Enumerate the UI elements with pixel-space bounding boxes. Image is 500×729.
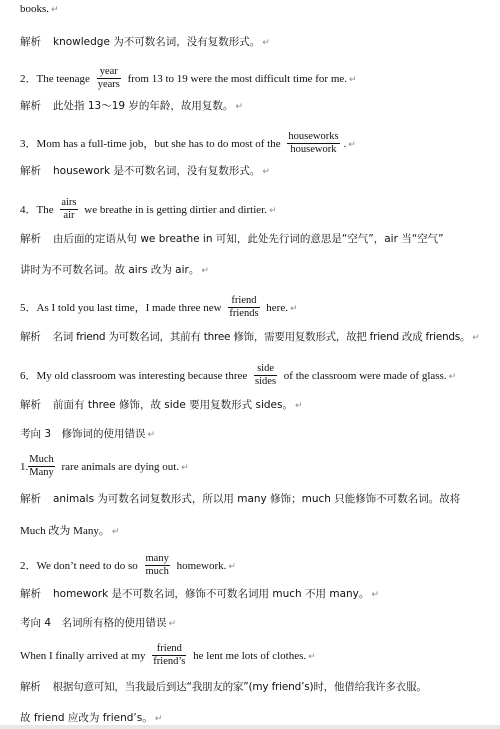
- section-heading: [20, 427, 492, 442]
- choice-correct: friends: [229, 308, 259, 319]
- choice-correct: air: [63, 210, 75, 221]
- question-text: 3．Mom has a full-time job，but she has to do most of the: [20, 138, 281, 151]
- line-text: books.: [20, 3, 50, 15]
- question-text: 2．The teenage: [20, 73, 90, 86]
- analysis-tag: 解析: [20, 36, 41, 48]
- question-text: 5．As I told you last time，I made three new: [20, 302, 222, 315]
- question-line: [20, 132, 492, 157]
- heading-text: 考向 4 名词所有格的使用错误: [20, 617, 167, 629]
- paragraph-mark-icon: ↵: [235, 102, 243, 112]
- choice-wrong: friend: [152, 643, 186, 656]
- choice-correct: much: [145, 566, 169, 577]
- line-text: 名词 friend 为可数名词，其前有 three 修饰，需要用复数形式，故把 friend 改成 friends。: [52, 331, 471, 343]
- question-text: homework.: [176, 560, 227, 573]
- line-text: 前面有 three 修饰，故 side 要用复数形式 sides。: [53, 399, 293, 411]
- question-text: we breathe in is getting dirtier and dirtier.: [84, 204, 267, 217]
- choice-correct: sides: [255, 376, 277, 387]
- question-text: .: [343, 138, 347, 151]
- line-text: housework 是不可数名词，没有复数形式。: [53, 165, 261, 177]
- analysis-tag: 解析: [20, 588, 41, 600]
- question-line: [20, 364, 492, 389]
- question-line: [20, 198, 492, 223]
- line-text: animals 为可数名词复数形式，所以用 many 修饰；much 只能修饰不可数名词。故将: [53, 493, 461, 505]
- paragraph-mark-icon: ↵: [289, 304, 298, 315]
- choice-wrong: airs: [61, 197, 77, 208]
- line-text: 此处指 13～19 岁的年龄，故用复数。: [53, 100, 234, 112]
- choice-fraction: [228, 295, 259, 320]
- analysis-line: [20, 35, 492, 50]
- choice-wrong: houseworks: [288, 131, 339, 142]
- choice-correct: friend’s: [153, 656, 186, 667]
- question-text: When I finally arrived at my: [20, 650, 146, 663]
- analysis-line: [20, 330, 492, 345]
- paragraph-mark-icon: ↵: [348, 140, 356, 151]
- question-text: from 13 to 19 were the most difficult time for me.: [127, 73, 348, 86]
- choice-fraction: [60, 197, 77, 222]
- analysis-tag: 解析: [20, 100, 41, 112]
- analysis-tag: 解析: [20, 493, 41, 505]
- paragraph-mark-icon: ↵: [111, 527, 120, 537]
- question-line: [20, 455, 492, 480]
- paragraph-mark-icon: ↵: [448, 372, 457, 383]
- choice-wrong: side: [254, 363, 277, 376]
- line-text: 讲时为不可数名词。故 airs 改为 air。: [20, 264, 200, 276]
- choice-wrong: Much: [29, 454, 54, 465]
- analysis-line: [20, 99, 492, 114]
- paragraph-mark-icon: ↵: [294, 401, 303, 411]
- question-text: of the classroom were made of glass.: [283, 370, 447, 383]
- question-text: 2．We don’t need to do so: [20, 560, 138, 573]
- choice-wrong: many: [145, 553, 169, 564]
- analysis-line: [20, 492, 492, 506]
- line-text: 故 friend 应改为 friend’s。: [20, 712, 153, 724]
- question-text: rare animals are dying out.: [61, 461, 180, 474]
- question-line: [20, 644, 492, 669]
- choice-fraction: [97, 66, 121, 91]
- question-line: [20, 67, 492, 92]
- analysis-tag: 解析: [20, 165, 41, 177]
- text-line: [20, 2, 492, 17]
- section-heading: [20, 616, 492, 631]
- choice-wrong: friend: [228, 295, 259, 308]
- text-line: [20, 711, 492, 726]
- line-text: Much 改为 Many。: [20, 525, 110, 537]
- analysis-line: [20, 164, 492, 179]
- paragraph-mark-icon: ↵: [268, 206, 277, 217]
- line-text: 由后面的定语从句 we breathe in 可知，此处先行词的意思是“空气”，air 当“空气”: [53, 233, 444, 245]
- paragraph-mark-icon: ↵: [181, 463, 189, 474]
- analysis-line: [20, 587, 492, 602]
- paragraph-mark-icon: ↵: [201, 266, 209, 276]
- choice-fraction: [28, 454, 55, 479]
- choice-correct: housework: [290, 144, 337, 155]
- question-text: 6．My old classroom was interesting because three: [20, 370, 248, 383]
- analysis-tag: 解析: [20, 399, 41, 411]
- text-line: [20, 524, 492, 539]
- question-text: he lent me lots of clothes.: [193, 650, 307, 663]
- line-text: 根据句意可知，当我最后到达“我朋友的家”(my friend’s)时，他借给我许多衣服。: [52, 681, 427, 693]
- analysis-line: [20, 680, 492, 694]
- analysis-tag: 解析: [20, 233, 41, 245]
- paragraph-mark-icon: ↵: [262, 38, 270, 48]
- choice-fraction: [254, 363, 277, 388]
- question-line: [20, 554, 492, 579]
- paragraph-mark-icon: ↵: [168, 619, 177, 629]
- line-text: knowledge 为不可数名词，没有复数形式。: [53, 36, 261, 48]
- question-text: 4．The: [20, 204, 54, 217]
- paragraph-mark-icon: ↵: [228, 562, 236, 573]
- choice-wrong: year: [97, 66, 121, 79]
- analysis-line: [20, 398, 492, 413]
- choice-fraction: [287, 131, 339, 156]
- paragraph-mark-icon: ↵: [262, 167, 270, 177]
- question-text: here.: [266, 302, 288, 315]
- choice-correct: years: [97, 79, 120, 90]
- choice-correct: Many: [29, 467, 54, 478]
- paragraph-mark-icon: ↵: [308, 652, 316, 663]
- line-text: homework 是不可数名词，修饰不可数名词用 much 不用 many。: [53, 588, 370, 600]
- choice-fraction: [152, 643, 186, 668]
- text-line: [20, 263, 492, 278]
- analysis-line: [20, 232, 492, 246]
- paragraph-mark-icon: ↵: [147, 430, 156, 440]
- analysis-tag: 解析: [20, 681, 41, 693]
- paragraph-mark-icon: ↵: [51, 5, 59, 15]
- paragraph-mark-icon: ↵: [472, 333, 480, 343]
- question-text: 1.: [20, 461, 29, 474]
- paragraph-mark-icon: ↵: [154, 714, 163, 724]
- page-bottom-edge: [0, 725, 500, 729]
- question-line: [20, 296, 492, 321]
- analysis-tag: 解析: [20, 331, 41, 343]
- choice-fraction: [145, 553, 170, 578]
- paragraph-mark-icon: ↵: [371, 590, 379, 600]
- paragraph-mark-icon: ↵: [349, 75, 357, 86]
- heading-text: 考向 3 修饰词的使用错误: [20, 428, 146, 440]
